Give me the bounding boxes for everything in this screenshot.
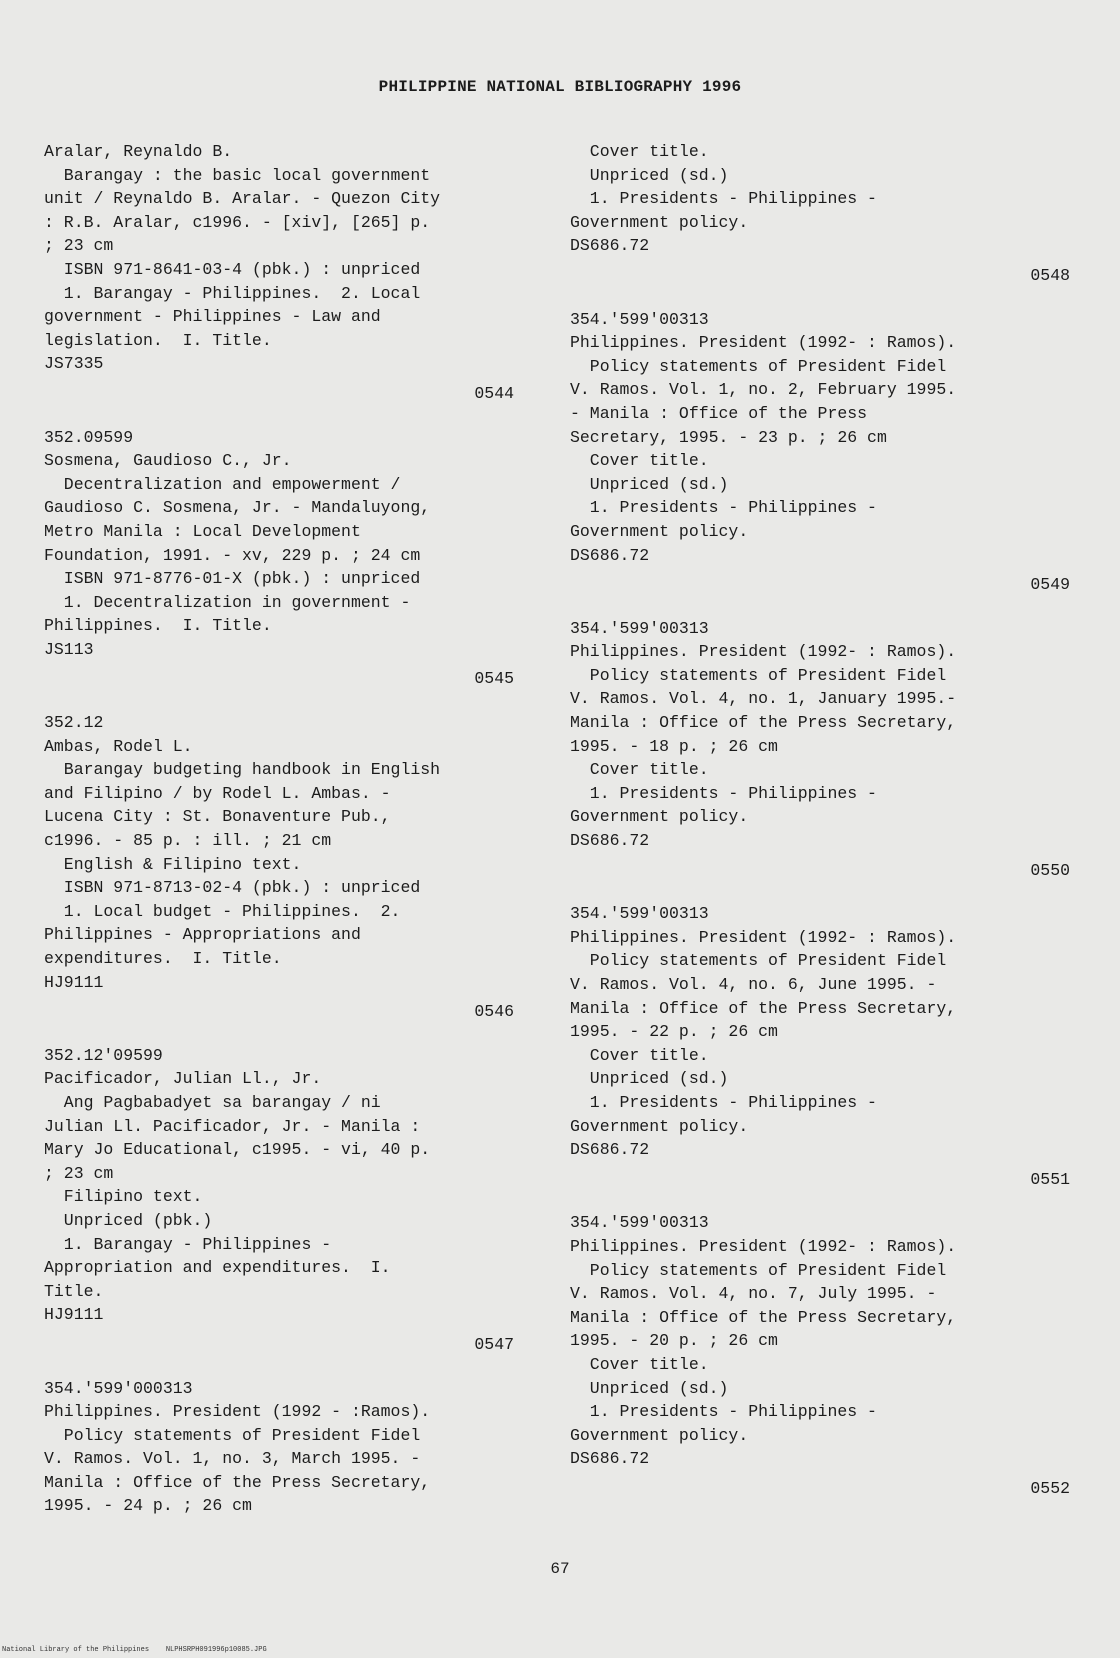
entry-line: Lucena City : St. Bonaventure Pub., [44,807,391,827]
entry-line: 352.12 [44,713,104,733]
left-column [44,140,534,1518]
entry-line: Mary Jo Educational, c1995. - vi, 40 p. [44,1140,431,1160]
bibliography-entry [44,426,534,712]
entry-line: Unpriced (sd.) [570,165,729,185]
entry-line: Government policy. [570,1425,749,1445]
entry-line: DS686.72 [570,236,650,256]
entry-line: 1. Decentralization in government - [44,592,411,612]
entry-line: Filipino text. [44,1187,203,1207]
entry-line: ISBN 971-8713-02-4 (pbk.) : unpriced [44,878,421,898]
entry-line: Cover title. [570,760,709,780]
entry-line: Ang Pagbabadyet sa barangay / ni [44,1092,381,1112]
entry-line: ; 23 cm [44,236,114,256]
bibliography-entry [570,308,1070,617]
entry-line: Unpriced (sd.) [570,474,729,494]
entry-line: Philippines. President (1992- : Ramos). [570,333,957,353]
entry-number: 0549 [1030,575,1070,595]
entry-line: Policy statements of President Fidel [570,1260,947,1280]
entry-line: - Manila : Office of the Press [570,403,868,423]
entry-line: Philippines. I. Title. [44,616,272,636]
bibliography-entry [44,711,534,1044]
entry-line: 1. Presidents - Philippines - [570,783,877,803]
entry-line: government - Philippines - Law and [44,307,381,327]
entry-line: DS686.72 [570,1140,650,1160]
entry-line: Barangay budgeting handbook in English [44,760,441,780]
entry-line: V. Ramos. Vol. 4, no. 6, June 1995. - [570,975,937,994]
entry-line: 1. Presidents - Philippines - [570,189,877,209]
entry-line: Manila : Office of the Press Secretary, [44,1472,431,1492]
page-number: 67 [550,1560,570,1578]
entry-line: Foundation, 1991. - xv, 229 p. ; 24 cm [44,545,421,565]
right-column [570,140,1070,1520]
entry-line: Gaudioso C. Sosmena, Jr. - Mandaluyong, [44,498,431,518]
bibliography-entry [570,617,1070,903]
entry-line: ISBN 971-8776-01-X (pbk.) : unpriced [44,569,421,589]
page-title: PHILIPPINE NATIONAL BIBLIOGRAPHY 1996 [378,78,742,96]
entry-line: 1. Presidents - Philippines - [570,1402,877,1422]
entry-line: 354.'599'000313 [44,1378,193,1398]
entry-line: Julian Ll. Pacificador, Jr. - Manila : [44,1116,421,1136]
entry-line: Unpriced (sd.) [570,1378,729,1398]
entry-line: HJ9111 [44,972,104,992]
entry-line: Policy statements of President Fidel [570,356,947,376]
entry-line: 1995. - 22 p. ; 26 cm [570,1022,778,1042]
entry-line: Government policy. [570,521,749,541]
entry-line: Government policy. [570,1116,749,1136]
entry-number: 0547 [474,1334,514,1354]
entry-line: Title. [44,1281,104,1301]
entry-line: Pacificador, Julian Ll., Jr. [44,1069,322,1089]
entry-line: Unpriced (pbk.) [44,1210,213,1230]
entry-line: Philippines. President (1992- : Ramos). [570,927,957,947]
entry-line: Philippines. President (1992 - :Ramos). [44,1402,431,1422]
entry-number: 0545 [474,669,514,689]
entry-line: 1. Local budget - Philippines. 2. [44,901,401,921]
entry-line: Philippines - Appropriations and [44,925,361,945]
entry-line: V. Ramos. Vol. 1, no. 2, February 1995. [570,380,957,400]
entry-line: 352.09599 [44,427,134,447]
entry-line: c1996. - 85 p. : ill. ; 21 cm [44,831,332,851]
entry-line: Aralar, Reynaldo B. [44,142,233,161]
entry-line: 354.'599'00313 [570,1213,709,1233]
entry-line: Philippines. President (1992- : Ramos). [570,1236,957,1256]
bibliography-entry [44,1377,534,1519]
entry-line: Manila : Office of the Press Secretary, [570,713,957,733]
entry-line: Policy statements of President Fidel [570,951,947,971]
entry-line: DS686.72 [570,1449,650,1469]
entry-number: 0552 [1030,1478,1070,1498]
entry-line: Government policy. [570,807,749,827]
entry-line: Metro Manila : Local Development [44,521,361,541]
entry-line: 1995. - 24 p. ; 26 cm [44,1496,252,1516]
entry-line: JS113 [44,639,94,659]
entry-line: Cover title. [570,1354,709,1374]
entry-line: 352.12'09599 [44,1045,163,1065]
entry-line: 354.'599'00313 [570,309,709,329]
entry-number: 0544 [474,383,514,403]
bibliography-entry [44,140,534,426]
entry-number: 0548 [1030,265,1070,285]
entry-line: Policy statements of President Fidel [570,665,947,685]
entry-line: Government policy. [570,212,749,232]
entry-line: 1995. - 18 p. ; 26 cm [570,736,778,756]
entry-line: Cover title. [570,142,709,161]
entry-line: DS686.72 [570,545,650,565]
entry-line: 354.'599'00313 [570,618,709,638]
bibliography-entry [570,140,1070,308]
entry-number: 0550 [1030,860,1070,880]
bibliography-entry [44,1044,534,1377]
entry-line: Secretary, 1995. - 23 p. ; 26 cm [570,427,887,447]
entry-line: ISBN 971-8641-03-4 (pbk.) : unpriced [44,259,421,279]
entry-line: DS686.72 [570,831,650,851]
entry-line: Manila : Office of the Press Secretary, [570,1307,957,1327]
entry-line: legislation. I. Title. [44,330,272,350]
entry-line: HJ9111 [44,1305,104,1325]
entry-line: V. Ramos. Vol. 1, no. 3, March 1995. - [44,1449,421,1469]
bibliography-entry [570,902,1070,1211]
entry-line: Barangay : the basic local government [44,165,431,185]
entry-line: 1. Barangay - Philippines. 2. Local [44,283,421,303]
entry-line: Cover title. [570,451,709,471]
scan-footer: National Library of the Philippines NLPHSRPH091996p10085.JPG [2,1646,267,1654]
entry-line: JS7335 [44,354,104,374]
entry-line: and Filipino / by Rodel L. Ambas. - [44,783,391,803]
entry-line: Philippines. President (1992- : Ramos). [570,642,957,662]
entry-line: Sosmena, Gaudioso C., Jr. [44,451,292,471]
entry-line: ; 23 cm [44,1163,114,1183]
entry-line: English & Filipino text. [44,854,302,874]
entry-line: Decentralization and empowerment / [44,474,401,494]
entry-line: Policy statements of President Fidel [44,1425,421,1445]
entry-line: Ambas, Rodel L. [44,736,193,756]
entry-line: Cover title. [570,1045,709,1065]
entry-number: 0546 [474,1002,514,1022]
bibliography-entry [570,1211,1070,1520]
entry-line: V. Ramos. Vol. 4, no. 1, January 1995.- [570,689,957,709]
entry-number: 0551 [1030,1169,1070,1189]
entry-line: 1995. - 20 p. ; 26 cm [570,1331,778,1351]
entry-line: Appropriation and expenditures. I. [44,1258,391,1278]
entry-line: unit / Reynaldo B. Aralar. - Quezon City [44,189,441,209]
entry-line: V. Ramos. Vol. 4, no. 7, July 1995. - [570,1284,937,1304]
entry-line: 1. Presidents - Philippines - [570,1092,877,1112]
entry-line: : R.B. Aralar, c1996. - [xiv], [265] p. [44,212,431,232]
entry-line: expenditures. I. Title. [44,949,282,968]
entry-line: 1. Presidents - Philippines - [570,498,877,518]
entry-line: 354.'599'00313 [570,904,709,924]
entry-line: Manila : Office of the Press Secretary, [570,998,957,1018]
entry-line: Unpriced (sd.) [570,1069,729,1089]
entry-line: 1. Barangay - Philippines - [44,1234,332,1254]
